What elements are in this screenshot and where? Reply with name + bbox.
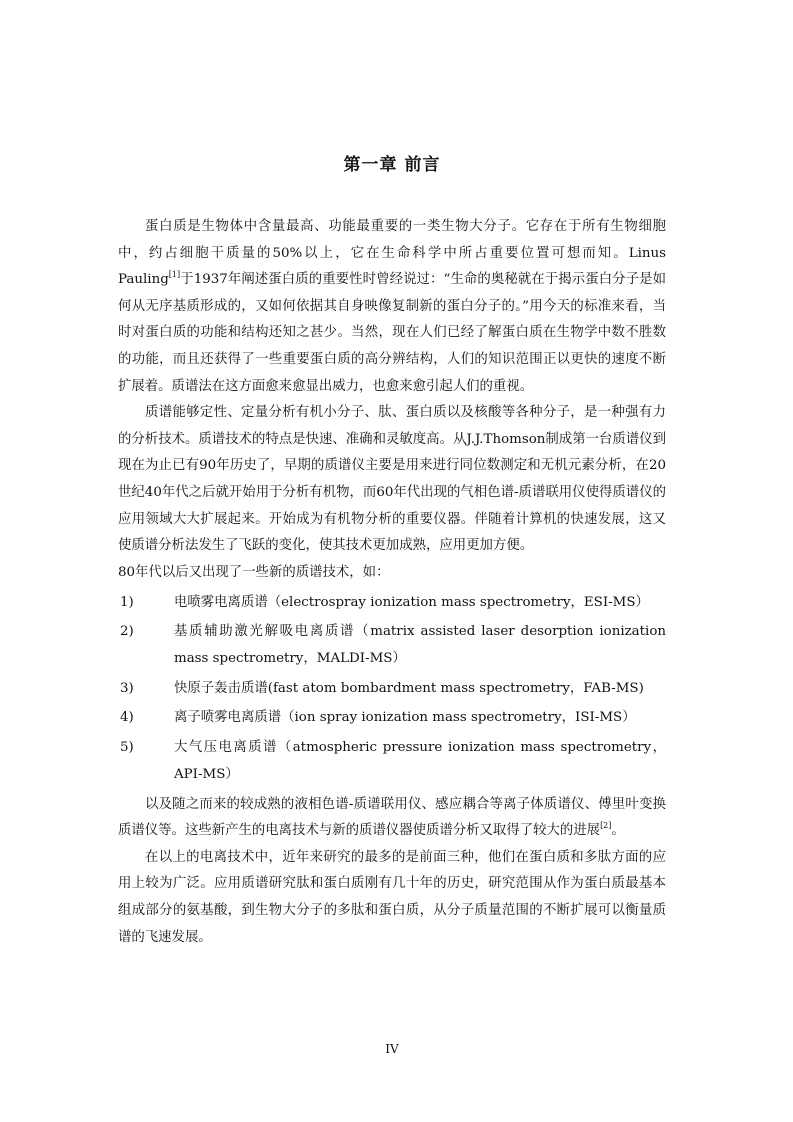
list-item-number: 2)	[120, 624, 134, 640]
list-item	[118, 619, 666, 672]
list-item-text: 基质辅助激光解吸电离质谱（matrix assisted laser desorption ionization mass spectrometry，MALDI-MS）	[174, 624, 666, 666]
paragraph-protein-intro	[118, 214, 666, 400]
list-item	[118, 590, 666, 617]
list-item	[118, 735, 666, 788]
list-item-text: 电喷雾电离质谱（electrospray ionization mass spectrometry，ESI-MS）	[174, 594, 649, 610]
list-item-number: 1)	[120, 594, 134, 610]
paragraph-instruments	[118, 792, 666, 845]
technique-list	[118, 590, 666, 789]
paragraph-text: 以及随之而来的较成熟的液相色谱-质谱联用仪、感应耦合等离子体质谱仪、傅里叶变换质谱仪等。这些新产生的电离技术与新的质谱仪器使质谱分析又取得了较大的进展	[118, 796, 666, 839]
list-item-text: 离子喷雾电离质谱（ion spray ionization mass spectrometry，ISI-MS）	[174, 710, 636, 726]
list-item-number: 4)	[120, 710, 134, 726]
page-number: IV	[385, 1042, 399, 1056]
document-page	[118, 0, 666, 1122]
paragraph-ionization-applications: 在以上的电离技术中，近年来研究的最多的是前面三种，他们在蛋白质和多肽方面的应用上较为广泛。应用质谱研究肽和蛋白质刚有几十年的历史，研究范围从作为蛋白质最基本组成部分的氨基酸，到生物大分子的多肽和蛋白质，从分子质量范围的不断扩展可以衡量质谱的飞速发展。	[118, 849, 666, 945]
paragraph-text: 蛋白质是生物体中含量最高、功能最重要的一类生物大分子。它存在于所有生物细胞中，约占细胞干质量的50%以上，它在生命科学中所占重要位置可想而知。Linus Pauling	[118, 219, 666, 288]
list-item-number: 5)	[120, 740, 134, 756]
list-item-text: 快原子轰击质谱(fast atom bombardment mass spectrometry，FAB-MS)	[174, 680, 644, 696]
list-item-number: 3)	[120, 680, 134, 696]
chapter-body	[118, 214, 666, 951]
paragraph-text: 于1937年阐述蛋白质的重要性时曾经说过：“生命的奥秘就在于揭示蛋白分子是如何从无序基质形成的，又如何依据其自身映像复制新的蛋白分子的。”用今天的标准来看，当时对蛋白质的功能和结构还知之甚少。当然，现在人们已经了解蛋白质在生物学中数不胜数的功能，而且还获得了一些重要蛋白质的高分辨结构，人们的知识范围正以更快的速度不断扩展着。质谱法在这方面愈来愈显出威力，也愈来愈引起人们的重视。	[118, 272, 666, 394]
chapter-title: 第一章 前言	[343, 155, 441, 175]
paragraph-mass-spec: 质谱能够定性、定量分析有机小分子、肽、蛋白质以及核酸等各种分子，是一种强有力的分析技术。质谱技术的特点是快速、准确和灵敏度高。从J.J.Thomson制成第一台质谱仪到现在为止已有90年历史了，早期的质谱仪主要是用来进行同位数测定和无机元素分析，在20世纪40年代之后就开始用于分析有机物，而60年代出现的气相色谱-质谱联用仪使得质谱仪的应用领域大大扩展起来。开始成为有机物分析的重要仪器。伴随着计算机的快速发展，这又使质谱分析法发生了飞跃的变化，使其技术更加成熟，应用更加方便。	[118, 405, 666, 554]
citation-ref: [1]	[168, 270, 181, 280]
paragraph-text: 。	[611, 823, 625, 839]
list-item	[118, 676, 666, 703]
list-item-text: 大气压电离质谱（atmospheric pressure ionization mass spectrometry，API-MS）	[174, 740, 666, 782]
list-item	[118, 705, 666, 732]
paragraph-new-techniques: 80年代以后又出现了一些新的质谱技术，如：	[118, 564, 390, 580]
citation-ref: [2]	[600, 821, 612, 831]
